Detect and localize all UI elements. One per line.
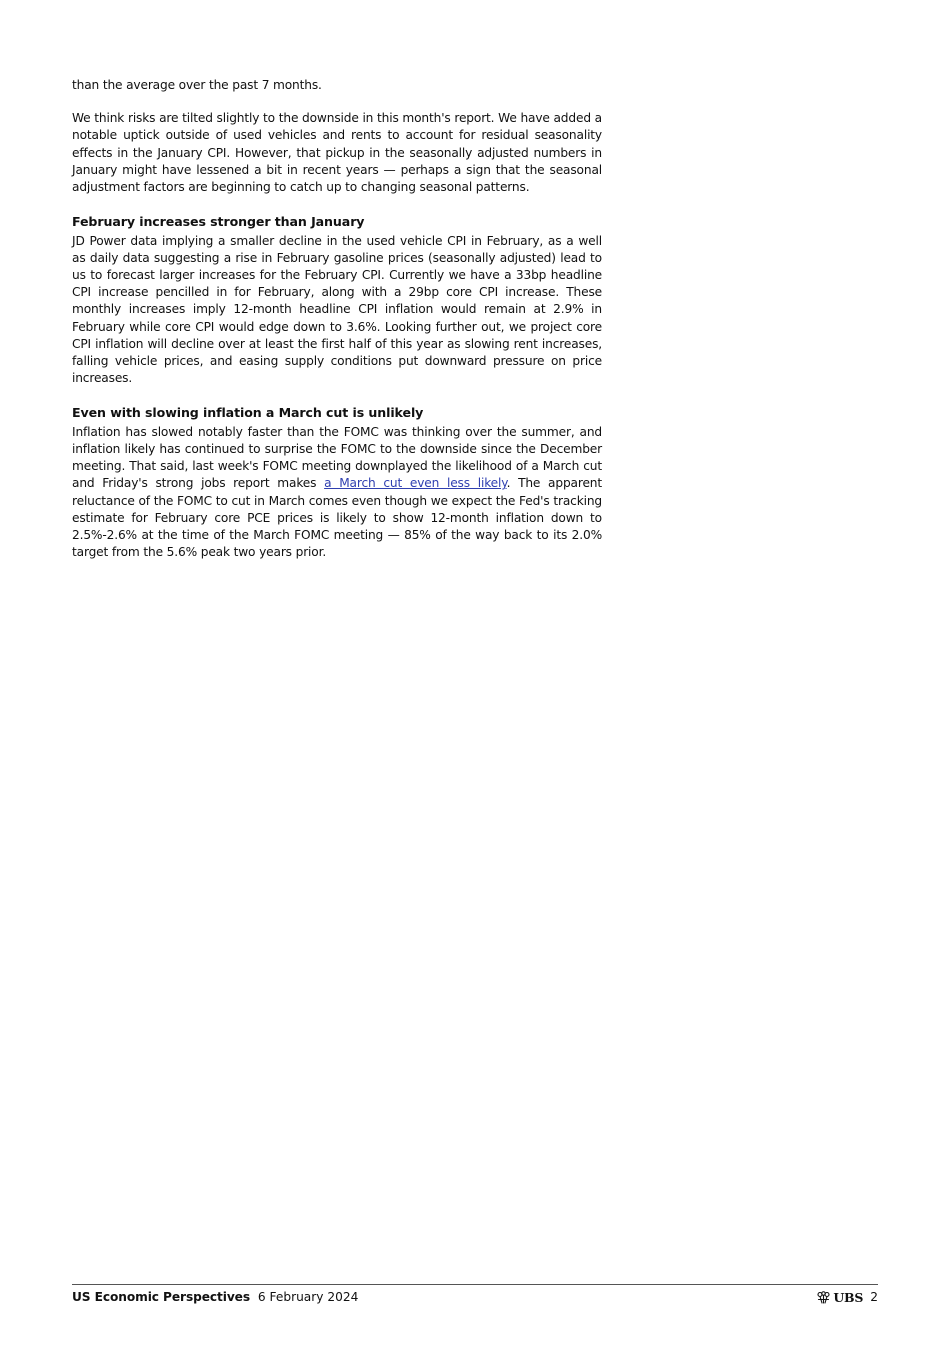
march-paragraph-text-after-link: . The apparent reluctance of the FOMC to cut in March comes even though we expect the Fed's tracking estimate for February core PCE prices is likely to show 12-month inflation down to 2.5%-2.6% at the time of the March FOMC meeting — 85% of the way back to its 2.0% target from the 5.6% peak two years prior. bbox=[72, 476, 602, 560]
page-number: 2 bbox=[870, 1290, 878, 1304]
ubs-logo-text: UBS bbox=[833, 1290, 864, 1305]
intro-paragraph-tail: than the average over the past 7 months. bbox=[72, 78, 322, 92]
section-heading-february: February increases stronger than January bbox=[72, 214, 365, 230]
risks-paragraph: We think risks are tilted slightly to the downside in this month's report. We have added a notable uptick outside of used vehicles and rents to account for residual seasonality effects in the January CPI. However, that pickup in the seasonally adjusted numbers in January might have lessened a bit in recent years — perhaps a sign that the seasonal adjustment factors are beginning to catch up to changing seasonal patterns. bbox=[72, 111, 602, 195]
publication-date: 6 February 2024 bbox=[257, 1290, 359, 1304]
footer-left bbox=[72, 1289, 358, 1306]
section-heading-march: Even with slowing inflation a March cut is unlikely bbox=[72, 405, 424, 421]
march-paragraph bbox=[72, 424, 602, 562]
footer-divider bbox=[72, 1284, 878, 1285]
page-footer bbox=[72, 1289, 878, 1307]
article-body bbox=[72, 77, 602, 561]
footer-right bbox=[816, 1289, 878, 1306]
publication-title: US Economic Perspectives bbox=[72, 1290, 250, 1304]
ubs-logo bbox=[816, 1289, 863, 1306]
march-cut-link[interactable]: a March cut even less likely bbox=[324, 476, 507, 491]
ubs-keys-icon bbox=[816, 1291, 831, 1304]
march-paragraph-text-before-link: Inflation has slowed notably faster than the FOMC was thinking over the summer, and inflation likely has continued to surprise the FOMC to the downside since the December meeting. That said, last week's FOMC meeting downplayed the likelihood of a March cut and Friday's strong jobs report makes bbox=[72, 424, 602, 491]
february-paragraph: JD Power data implying a smaller decline in the used vehicle CPI in February, as a well as daily data suggesting a rise in February gasoline prices (seasonally adjusted) lead to us to forecast larger increases for the February CPI. Currently we have a 33bp headline CPI increase pencilled in for February, along with a 29bp core CPI increase. These monthly increases imply 12-month headline CPI inflation would remain at 2.9% in February while core CPI would edge down to 3.6%. Looking further out, we project core CPI inflation will decline over at least the first half of this year as slowing rent increases, falling vehicle prices, and easing supply conditions put downward pressure on price increases. bbox=[72, 233, 602, 386]
